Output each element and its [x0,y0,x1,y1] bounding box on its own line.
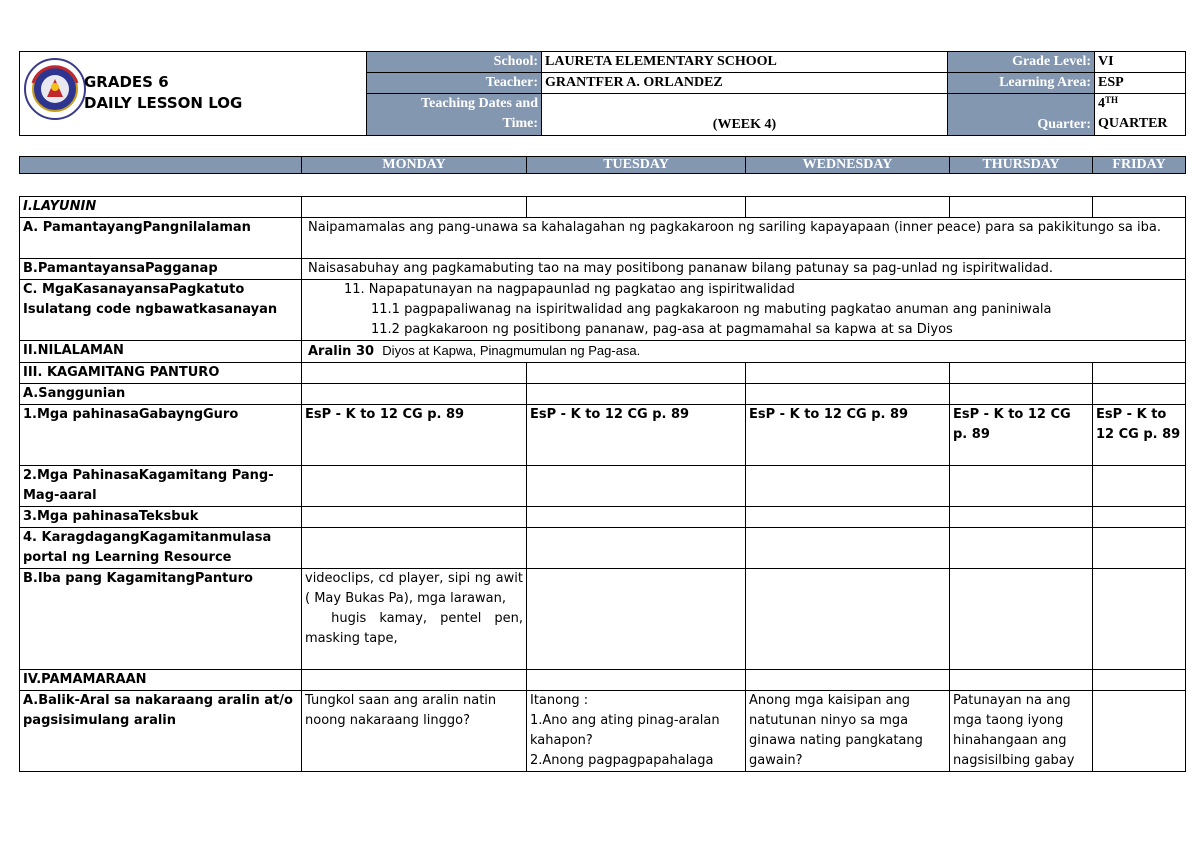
lesson-table [19,196,1186,772]
table-row [20,259,1186,280]
gabay-wednesday: EsP - K to 12 CG p. 89 [746,405,950,466]
pamamaraan-label: IV.PAMAMARAAN [20,670,302,691]
pamantayang-value: Naipamamalas ang pang-unawa sa kahalagahan ng pagkakaroon ng sariling kapayapaan (inner peace) para sa pakikitungo sa iba. [302,218,1186,259]
table-row [20,218,1186,259]
table-row [20,363,1186,384]
quarter-word: QUARTER [1098,116,1168,131]
quarter-number: 4 [1098,96,1105,111]
days-header [19,156,1186,174]
balik-thursday: Patunayan na ang mga taong iyong hinahangaan ang nagsisilbing gabay [950,691,1093,772]
gabay-tuesday: EsP - K to 12 CG p. 89 [527,405,746,466]
aralin-number: Aralin 30 [308,344,375,359]
balik-tuesday-line-2: 1.Ano ang ating pinag-aralan kahapon? [530,713,720,748]
quarter-label: Quarter: [948,94,1095,136]
mag-aaral-label: 2.Mga PahinasaKagamitang Pang-Mag-aaral [20,466,302,507]
grade-label: Grade Level: [948,52,1095,73]
table-row [20,670,1186,691]
aralin-value [302,341,1186,363]
kasanayan-line-1: 11. Napapatunayan na nagpapaunlad ng pagkatao ang ispiritwalidad [344,282,795,297]
balik-tuesday-line-3: 2.Anong pagpagpapahalaga [530,753,714,768]
area-label: Learning Area: [948,73,1095,94]
kasanayan-line-3: 11.2 pagkakaroon ng positibong pananaw, pag-asa at pagmamahal sa kapwa at sa Diyos [371,322,953,337]
dates-label-line-1: Teaching Dates and [421,96,538,111]
kasanayan-value [302,280,1186,341]
pamantayang-label: A. PamantayangPangnilalaman [20,218,302,259]
table-row [20,528,1186,569]
title-cell [20,52,367,136]
table-row [20,569,1186,670]
teacher-value: GRANTFER A. ORLANDEZ [542,73,948,94]
iba-monday [302,569,527,670]
pagganap-label: B.PamantayansaPagganap [20,259,302,280]
sanggunian-label: A.Sanggunian [20,384,302,405]
kasanayan-label-line-1: C. MgaKasanayansaPagkatuto [23,282,245,297]
table-row [20,384,1186,405]
table-row [20,341,1186,363]
nilalaman-label: II.NILALAMAN [20,341,302,363]
table-row [20,197,1186,218]
table-row [20,405,1186,466]
kagamitan-label: III. KAGAMITANG PANTURO [20,363,302,384]
aralin-title: Diyos at Kapwa, Pinagmumulan ng Pag-asa. [382,343,641,358]
balik-label: A.Balik-Aral sa nakaraang aralin at/o pagsisimulang aralin [20,691,302,772]
pagganap-value: Naisasabuhay ang pagkamabuting tao na may positibong pananaw bilang patunay sa pag-unlad ng ispiritwalidad. [302,259,1186,280]
area-value: ESP [1095,73,1186,94]
gabay-thursday: EsP - K to 12 CG p. 89 [950,405,1093,466]
iba-label: B.Iba pang KagamitangPanturo [20,569,302,670]
deped-seal-icon [23,57,87,121]
dates-value: (WEEK 4) [542,94,948,136]
table-row [20,280,1186,341]
iba-monday-line-2: hugis kamay, pentel pen, masking tape, [305,611,528,646]
kasanayan-line-2: 11.1 pagpapaliwanag na ispiritwalidad ang pagkakaroon ng mabuting pagkatao anuman ang paniniwala [371,302,1052,317]
day-tuesday: TUESDAY [527,157,746,174]
dates-label [367,94,542,136]
dates-label-line-2: Time: [502,116,538,131]
school-value: LAURETA ELEMENTARY SCHOOL [542,52,948,73]
table-row [20,466,1186,507]
day-friday: FRIDAY [1093,157,1186,174]
quarter-suffix: TH [1105,95,1119,105]
table-row [20,507,1186,528]
gabay-friday: EsP - K to 12 CG p. 89 [1093,405,1186,466]
day-thursday: THURSDAY [950,157,1093,174]
quarter-value [1095,94,1186,136]
kasanayan-label [20,280,302,341]
balik-tuesday [527,691,746,772]
karagdagang-label: 4. KaragdagangKagamitanmulasa portal ng Learning Resource [20,528,302,569]
title-line-2: DAILY LESSON LOG [84,94,243,112]
school-label: School: [367,52,542,73]
day-monday: MONDAY [302,157,527,174]
teksbuk-label: 3.Mga pahinasaTeksbuk [20,507,302,528]
header-table [19,51,1186,136]
title-line-1: GRADES 6 [84,73,169,91]
grade-value: VI [1095,52,1186,73]
teacher-label: Teacher: [367,73,542,94]
days-blank [20,157,302,174]
document-title [84,72,242,114]
balik-monday: Tungkol saan ang aralin natin noong nakaraang linggo? [302,691,527,772]
table-row [20,691,1186,772]
kasanayan-label-line-2: Isulatang code ngbawatkasanayan [23,302,278,317]
day-wednesday: WEDNESDAY [746,157,950,174]
gabay-monday: EsP - K to 12 CG p. 89 [302,405,527,466]
iba-monday-line-1: videoclips, cd player, sipi ng awit ( May Bukas Pa), mga larawan, [305,571,523,606]
gabay-label: 1.Mga pahinasaGabayngGuro [20,405,302,466]
layunin-label: I.LAYUNIN [20,197,302,218]
balik-tuesday-line-1: Itanong : [530,693,589,708]
balik-wednesday: Anong mga kaisipan ang natutunan ninyo sa mga ginawa nating pangkatang gawain? [746,691,950,772]
